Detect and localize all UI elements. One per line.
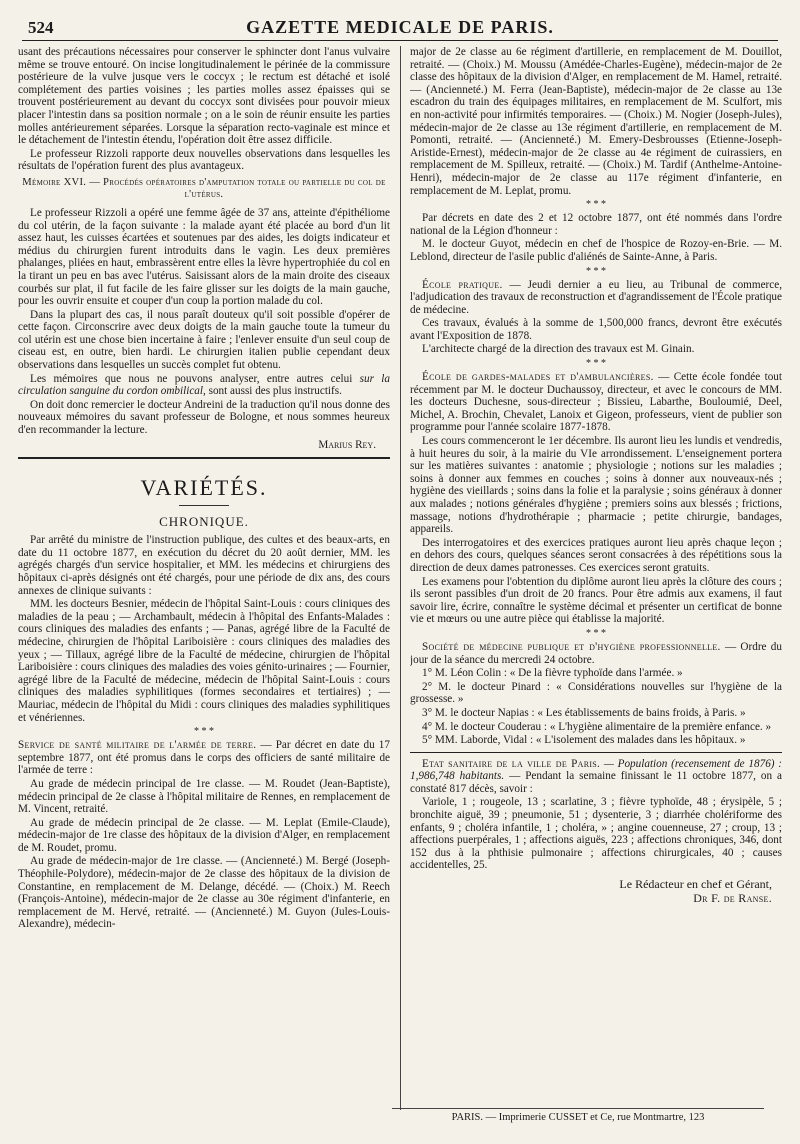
right-column [410,46,782,1110]
agenda-item-4: 4° M. le docteur Couderau : « L'hygiène alimentaire de la première enfance. » [422,720,772,733]
right-paragraph-11 [410,641,782,666]
printer-imprint: PARIS. — Imprimerie CUSSET et Ce, rue Montmartre, 123 [392,1108,764,1123]
section-divider [18,457,390,459]
varietes-heading: VARIÉTÉS. [140,475,268,501]
right-paragraph-5: Ces travaux, évalués à la somme de 1,500,000 francs, devront être exécutés avant l'Exposition de 1878. [410,317,782,342]
section-divider [410,752,782,753]
stars-separator: * * * [586,358,606,370]
left-paragraph-3: Le professeur Rizzoli a opéré une femme âgée de 37 ans, atteinte d'épithéliome du col utérin, de la façon suivante : la malade ayant été placée au bord d'un lit assez haut, les cuisses écartées et soutenues par des aides, les doigts indicateur et médius du chirurgien furent introduits dans le vagin. Les deux premières phalanges, pliées en haut, embrassèrent entre elles la lèvre hypertrophiée du col en la tirant un peu en bas avec l'utérus. Saisissant alors de la main droite des ciseaux courbés sur plat, il fut facile de les faire glisser sur les doigts de la main gauche, pour les ouvrir ensuite et couper d'un coup la portion malade du col. [18,206,390,308]
etat-sanitaire-population: — Population (recensement de 1876) : 1,986,748 habitants. [410,757,782,783]
left-paragraph-6: On doit donc remercier le docteur Andreini de la traduction qu'il nous donne des nouveaux mémoires du savant professeur de Bologne, et nous sommes heureux d'en recommander la lecture. [18,398,390,437]
ecole-gardes-head: École de gardes-malades et d'ambulancières. [422,371,654,384]
right-paragraph-3: M. le docteur Guyot, médecin en chef de l'hospice de Rozoy-en-Brie. — M. Leblond, directeur de l'asile public d'aliénés de Sainte-Anne, à Paris. [410,238,782,263]
societe-body: — Ordre du jour de la séance du mercredi 24 octobre. [410,640,782,666]
short-rule [179,505,229,506]
right-paragraph-2: Par décrets en date des 2 et 12 octobre 1877, ont été nommés dans l'ordre national de la Légion d'honneur : [410,212,782,237]
service-sante-head: Service de santé militaire de l'armée de terre. [18,739,257,752]
left-column [18,46,390,1110]
stars-separator: * * * [586,627,606,639]
two-column-body [18,46,784,1110]
right-paragraph-6: L'architecte chargé de la direction des travaux est M. Ginain. [422,343,695,356]
societe-head: Société de médecine publique et d'hygiène professionnelle. [422,640,721,653]
left-paragraph-9 [18,739,390,777]
left-paragraph-1: usant des précautions nécessaires pour conserver le sphincter dont l'anus vulvaire même se trouve entouré. On incise longitudinalement le périnée de la commissure postérieure de la vulve jusque vers le coccyx ; le rectum est détaché et isolé complétement des parties voisines ; les parties molles assez épaisses qui se trouvent postérieurement au devant du coccyx sont divisées pour pouvoir mieux placer l'intestin dans sa position normale ; on a le soin de réunir ensuite les parties molles antérieurement séparées. Lorsque la séparation recto-vaginale est mince et le détachement de l'intestin étendu, l'opération doit être assez difficile. [18,46,390,147]
etat-sanitaire-head: Etat sanitaire de la ville de Paris. [422,757,601,770]
right-paragraph-17 [410,758,782,796]
stars-separator: * * * [194,726,214,738]
p5-text-a: Les mémoires que nous ne pouvons analyser, entre autres celui [30,372,360,385]
left-paragraph-8: MM. les docteurs Besnier, médecin de l'hôpital Saint-Louis : cours cliniques des maladies de la peau ; — Archambault, médecin à l'hôpital des Enfants-Malades : cours cliniques des maladies des enfants ; — Panas, agrégé libre de la Faculté de médecine, chirurgien de l'hôpital Lariboisière : cours cliniques des maladies des yeux ; — Tillaux, agrégé libre de la Faculté de médecine, chirurgien de l'hôpital Lariboisière : cours cliniques des maladies des voies génito-urinaires ; — Fournier, agrégé libre de la Faculté de médecine, médecin de l'hôpital Saint-Louis : cours cliniques des maladies syphilitiques (formes secondaires et tertiaires) ; — Mauriac, médecin de l'hôpital du Midi : cours cliniques des maladies syphilitiques et vénériennes. [18,598,390,724]
agenda-item-2: 2° M. le docteur Pinard : « Considérations nouvelles sur l'hygiène de la grossesse. » [410,680,782,706]
left-paragraph-4: Dans la plupart des cas, il nous paraît douteux qu'il soit possible d'opérer de cette façon. Circonscrire avec deux doigts de la main gauche toute la tumeur du col utérin est une chose bien incertaine à faire ; l'enlever ensuite d'un seul coup de ciseau est, en outre, bien hardi. Le chirurgien italien publie cependant deux observations dans lesquelles un succès complet fut obtenu. [18,308,390,372]
ecole-gardes-body: — Cette école fondée tout récemment par M. le docteur Duchaussoy, directeur, et avec le concours de MM. les docteurs Duchesne, sous-directeur ; Bissieu, Labarthe, Bouloumié, Deel, Michel, A. Brochin, Chevalet, Lanoix et Gigeon, professeurs, vient de publier son programme pour l'année scolaire 1877-1878. [410,371,782,434]
left-paragraph-5 [18,373,390,398]
right-paragraph-9: Des interrogatoires et des exercices pratiques auront lieu après chaque leçon ; en dehors des cours, quelques séances seront consacrées à des répétitions sous la direction de deux dames patronesses. Ces exercices seront gratuits. [410,536,782,574]
agenda-item-1: 1° M. Léon Colin : « De la fièvre typhoïde dans l'armée. » [422,667,683,680]
page-header [22,14,778,41]
agenda-item-3: 3° M. le docteur Napias : « Les établissements de bains froids, à Paris. » [422,706,746,719]
agenda-item-5: 5° MM. Laborde, Vidal : « L'isolement des malades dans les hôpitaux. » [422,734,746,747]
column-rule [400,46,401,1110]
service-sante-body: — Par décret en date du 17 septembre 1877, ont été promus dans le corps des officiers de santé militaire de l'armée de terre : [18,739,390,777]
p5-text-b: , sont aussi des plus instructifs. [203,385,342,398]
ecole-pratique-head: École pratique. [422,278,503,291]
right-paragraph-10: Les examens pour l'obtention du diplôme auront lieu après la clôture des cours ; ils seront passibles d'un droit de 20 francs. Pour être admis aux examens, il faut savoir lire, écrire, connaître le système décimal et présenter un certificat de bonne vie et mœurs ou une autre pièce qui établisse la majorité. [410,575,782,626]
running-title: GAZETTE MEDICALE DE PARIS. [246,17,554,37]
right-paragraph-1: major de 2e classe au 6e régiment d'artillerie, en remplacement de M. Douillot, retraité. — (Choix.) M. Moussu (Amédée-Charles-Eugène), médecin-major de 2e classe des hôpitaux de la division d'Alger, en remplacement de M. Hamel, retraité. — (Ancienneté.) M. Ferra (Jean-Baptiste), médecin-major de 2e classe au 13e escadron du train des équipages militaires, en remplacement de M. Sculfort, mis en non-activité pour infirmités temporaires. — (Choix.) M. Nogier (Joseph-Jules), médecin-major de 2e classe au 13e régiment d'artillerie, en remplacement de M. Pomonti, retraité. — (Ancienneté.) M. Emery-Desbrousses (Etienne-Joseph-Aristide-Ernest), médecin-major de 2e classe au 4e régiment de cuirassiers, en remplacement de M. Spilleux, retraité. — (Choix.) M. Tardif (Anthelme-Antoine-Henri), médecin-major de 2e classe au 117e régiment d'infanterie, en remplacement de M. Leplat, promu. [410,46,782,197]
left-paragraph-11: Au grade de médecin principal de 2e classe. — M. Leplat (Emile-Claude), médecin-major de 1re classe des hôpitaux de la division d'Alger, en remplacement de M. Roudet, promu. [18,816,390,854]
chronique-heading: CHRONIQUE. [159,514,249,530]
page-number: 524 [28,18,54,37]
author-signature: Marius Rey. [318,438,376,451]
ecole-pratique-body: — Jeudi dernier a eu lieu, au Tribunal de commerce, l'adjudication des travaux de reconstruction et d'agrandissement de l'École pratique de médecine. [410,278,782,316]
etat-sanitaire-body: — Pendant la semaine finissant le 11 octobre 1877, on a constaté 817 décès, savoir : [410,770,782,795]
right-paragraph-7 [410,371,782,434]
stars-separator: * * * [586,199,606,211]
left-paragraph-12: Au grade de médecin-major de 1re classe. — (Ancienneté.) M. Bergé (Joseph-Théophile-Polydore), médecin-major de 2e classe des hôpitaux de la division de Constantine, en remplacement de M. Delange, décédé. — (Choix.) M. Reech (François-Antoine), médecin-major de 2e classe au 30e régiment d'infanterie, en remplacement de M. Hervé, retraité. — (Ancienneté.) M. Guyon (Jules-Louis-Alexandre), médecin- [18,855,390,931]
left-paragraph-10: Au grade de médecin principal de 1re classe. — M. Roudet (Jean-Baptiste), médecin principal de 2e classe à l'hôpital militaire de Rennes, en remplacement de M. Vincent, retraité. [18,777,390,816]
left-paragraph-2: Le professeur Rizzoli rapporte deux nouvelles observations dans lesquelles les résultats de l'opération furent des plus avantageux. [18,147,390,173]
memoire-heading: Mémoire XVI. — Procédés opératoires d'amputation totale ou partielle du col de l'utérus. [22,176,386,200]
editor-signature-line-2: Dr F. de Ranse. [693,890,772,905]
right-paragraph-8: Les cours commenceront le 1er décembre. Ils auront lieu les lundis et vendredis, à huit heures du soir, à la mairie du VIe arrondissement. L'enseignement portera sur les matières suivantes : anatomie ; physiologie ; notions sur les maladies ; soins à donner aux femmes en couches ; soins à donner aux nouveaux-nés ; hygiène des vieillards ; soins dans la folie et la paralysie ; soins généraux à donner aux malades ; notions générales d'hygiène ; premiers soins aux blessés ; frictions, massage, notions d'hydrothérapie ; pharmacie ; petite chirurgie, bandages, appareils. [410,435,782,536]
right-paragraph-4 [410,279,782,317]
right-paragraph-18: Variole, 1 ; rougeole, 13 ; scarlatine, 3 ; fièvre typhoïde, 48 ; érysipèle, 5 ; bronchite aiguë, 39 ; pneumonie, 51 ; dysenterie, 3 ; diarrhée cholériforme des enfants, 9 ; choléra infantile, 1 ; choléra, » ; angine couenneuse, 27 ; croup, 13 ; affections puerpérales, 1 ; affections aiguës, 223 ; affections chroniques, 346, dont 152 dus à la phthisie pulmonaire ; affections chirurgicales, 40 ; causes accidentelles, 25. [410,796,782,872]
p5-italic: sur la circulation sanguine du cordon ombilical [18,372,390,398]
left-paragraph-7: Par arrêté du ministre de l'instruction publique, des cultes et des beaux-arts, en date du 11 octobre 1877, en exécution du décret du 20 août dernier, MM. les agrégés chargés d'un service hospitalier, et MM. les médecins et chirurgiens des hôpitaux ci-après désignés ont été chargés, pour une période de dix ans, des cours annexes de clinique suivants : [18,534,390,597]
stars-separator: * * * [586,265,606,277]
editor-signature-line-1: Le Rédacteur en chef et Gérant, [619,877,772,892]
